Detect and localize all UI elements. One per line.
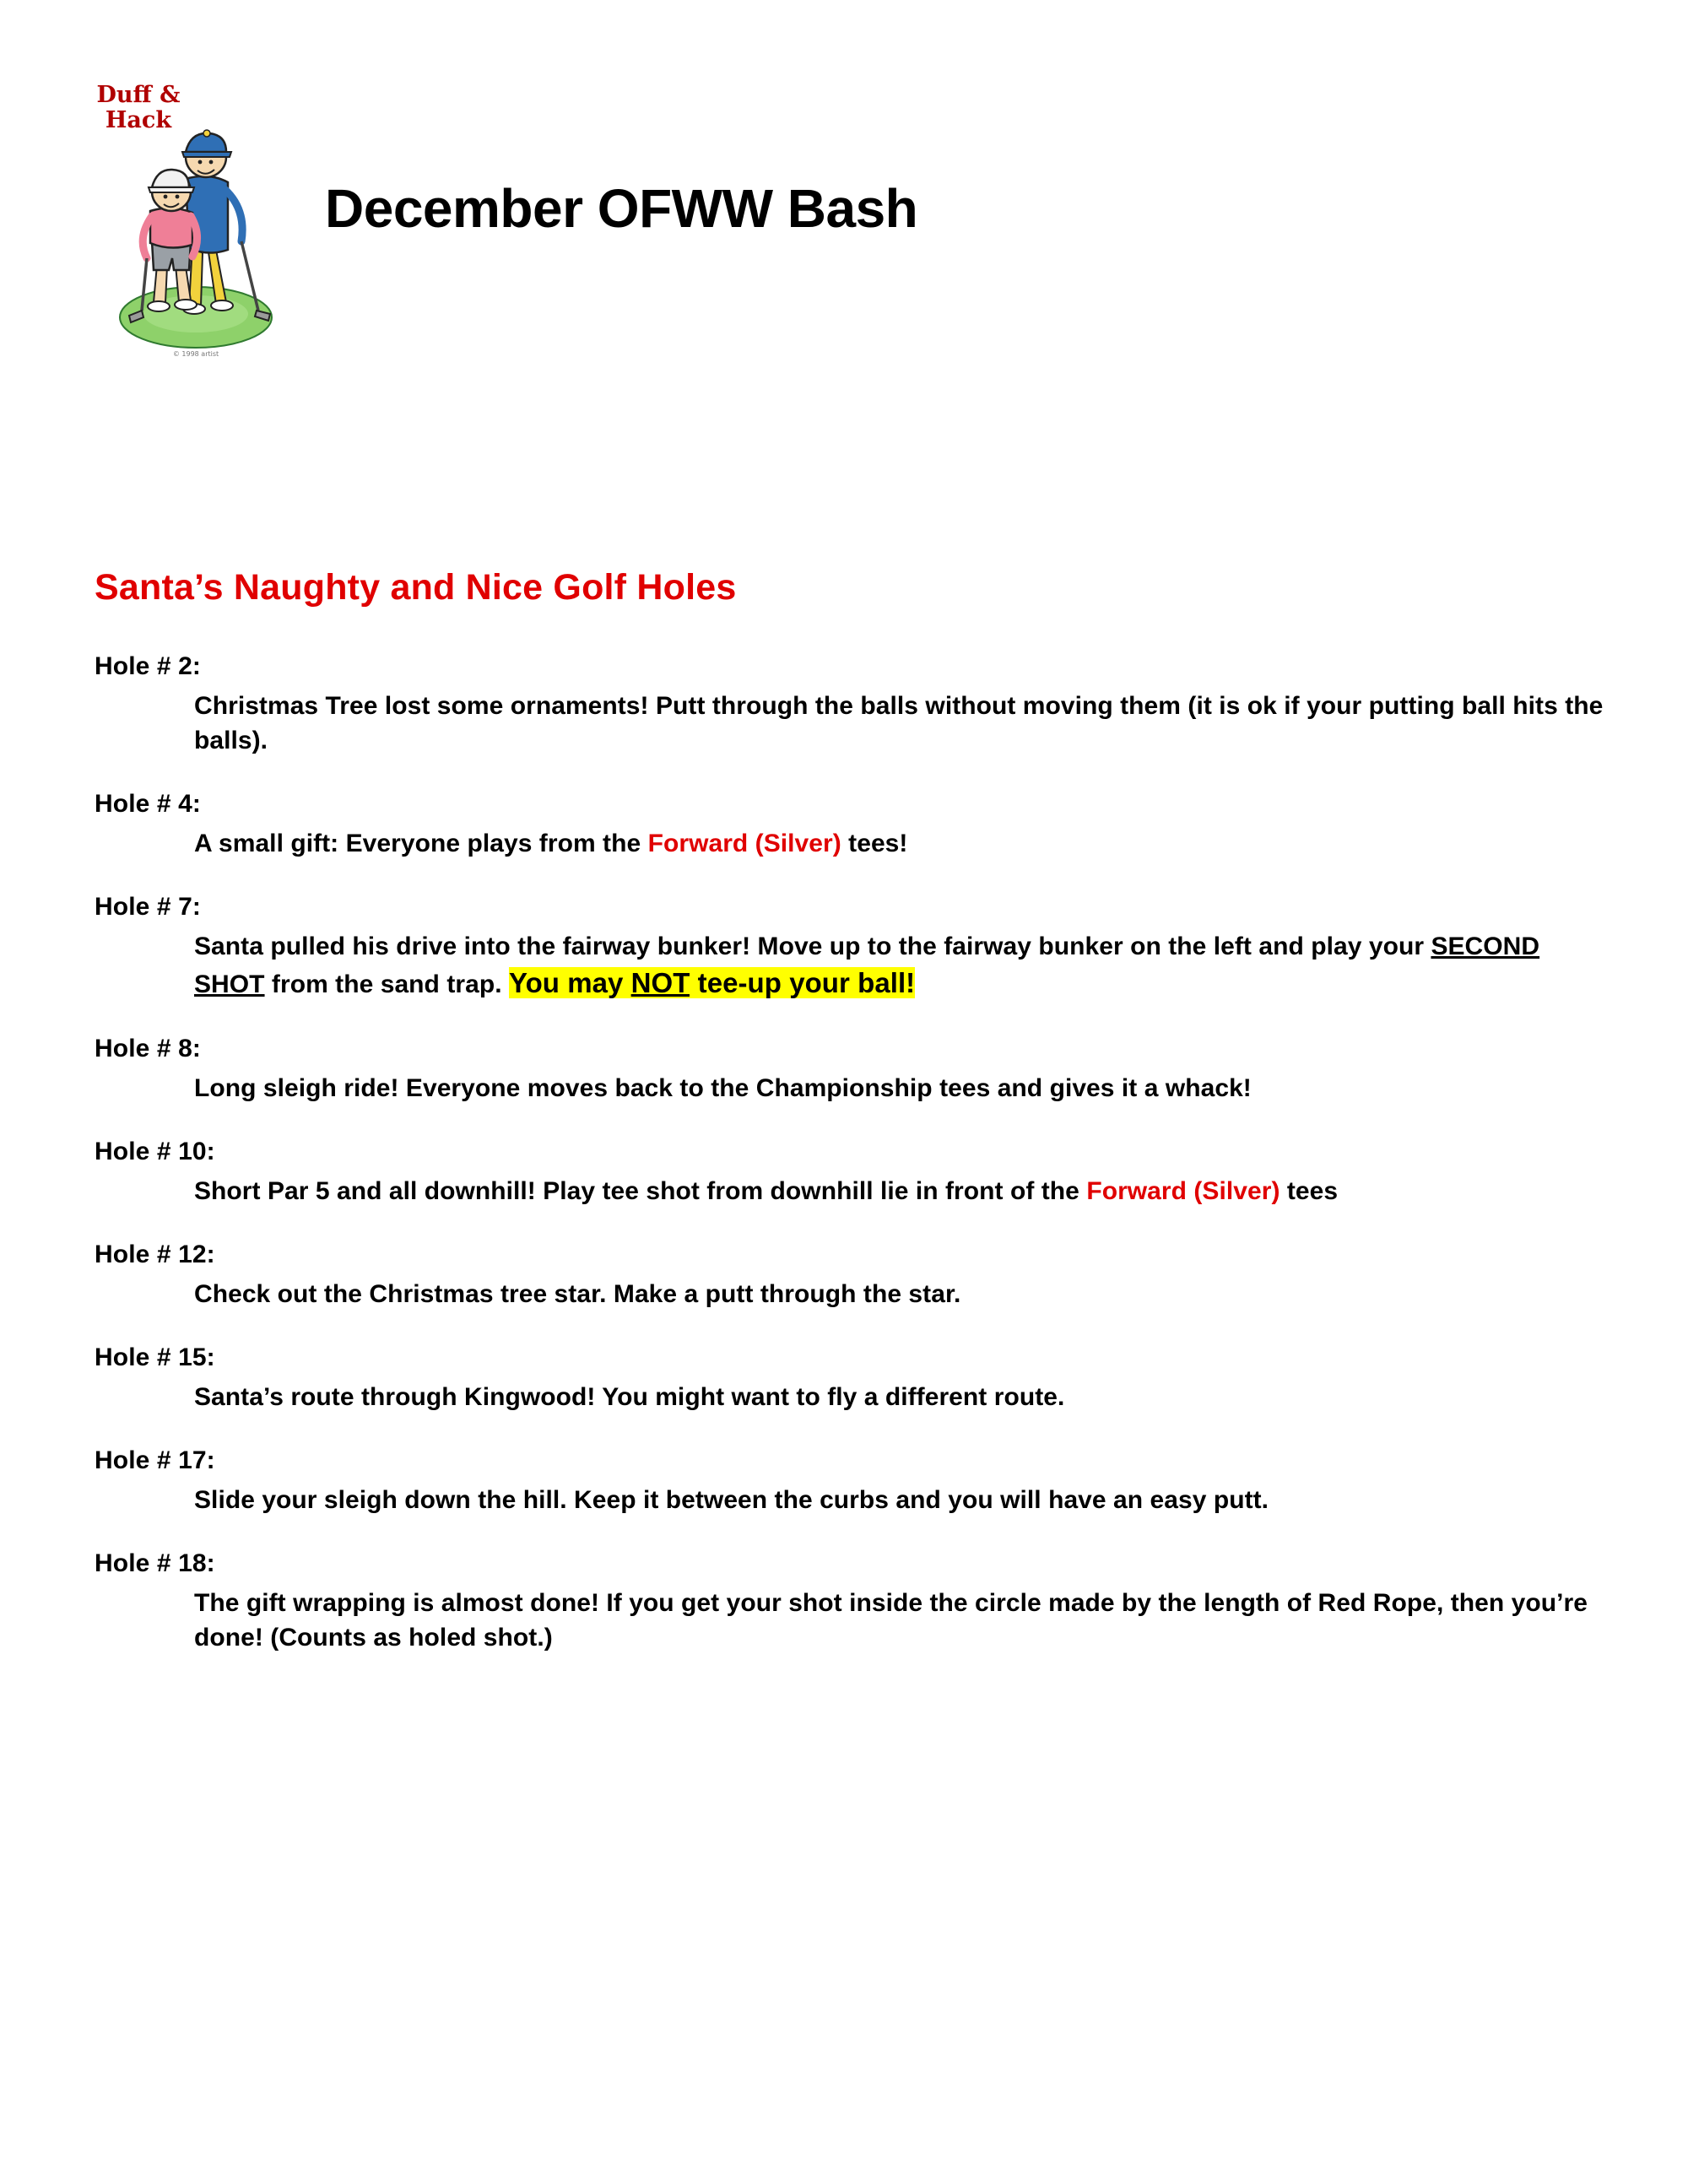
hole-entry bbox=[95, 790, 1614, 861]
holes-list bbox=[95, 652, 1614, 1655]
hole-entry bbox=[95, 1035, 1614, 1106]
tee-color-emphasis: Forward (Silver) bbox=[1086, 1176, 1280, 1205]
hole-text-run: Check out the Christmas tree star. Make a putt through the star. bbox=[194, 1279, 961, 1308]
hole-entry bbox=[95, 1549, 1614, 1655]
hole-label: Hole # 15: bbox=[95, 1343, 215, 1371]
hole-description bbox=[194, 1071, 1612, 1106]
tee-color-emphasis: Forward (Silver) bbox=[647, 830, 841, 858]
hole-text-run: tees bbox=[1280, 1176, 1339, 1205]
hole-description bbox=[194, 1380, 1612, 1414]
hole-label: Hole # 7: bbox=[95, 893, 201, 922]
hole-description bbox=[194, 689, 1612, 758]
hole-text-run: The gift wrapping is almost done! If you get your shot inside the circle made by the length of Red Rope, then you’re done! (Counts as holed shot.) bbox=[194, 1589, 1588, 1652]
highlighted-underlined-note: NOT bbox=[630, 967, 690, 999]
page-title: December OFWW Bash bbox=[325, 178, 918, 239]
hole-text-run: Short Par 5 and all downhill! Play tee shot from downhill lie in front of the bbox=[194, 1176, 1087, 1205]
hole-description bbox=[194, 1277, 1612, 1311]
hole-entry bbox=[95, 1241, 1614, 1311]
hole-description bbox=[194, 1586, 1612, 1655]
hole-text-run: tees! bbox=[841, 830, 908, 858]
hole-entry bbox=[95, 1343, 1614, 1414]
hole-text-run: from the sand trap. bbox=[264, 970, 509, 999]
underlined-emphasis: SECOND SHOT bbox=[194, 933, 1540, 999]
highlighted-note: tee-up your ball! bbox=[690, 967, 916, 999]
hole-label: Hole # 4: bbox=[95, 790, 201, 819]
logo-caption: Duff & Hack bbox=[96, 82, 181, 134]
hole-description bbox=[194, 929, 1612, 1002]
hole-entry bbox=[95, 1138, 1614, 1208]
section-title: Santa’s Naughty and Nice Golf Holes bbox=[95, 567, 737, 608]
hole-label: Hole # 8: bbox=[95, 1034, 201, 1062]
golfers-cartoon-logo-icon bbox=[101, 84, 287, 371]
hole-label: Hole # 2: bbox=[95, 652, 201, 680]
logo-block bbox=[51, 76, 245, 380]
hole-label: Hole # 18: bbox=[95, 1549, 215, 1578]
hole-label: Hole # 12: bbox=[95, 1240, 215, 1268]
document-body bbox=[95, 567, 1614, 1687]
hole-text-run: Slide your sleigh down the hill. Keep it between the curbs and you will have an easy putt. bbox=[194, 1485, 1269, 1514]
document-header bbox=[51, 76, 917, 380]
hole-text-run: Christmas Tree lost some ornaments! Putt through the balls without moving them (it is ok if your putting ball hits the balls). bbox=[194, 692, 1604, 755]
hole-entry bbox=[95, 652, 1614, 758]
hole-entry bbox=[95, 1446, 1614, 1517]
hole-label: Hole # 17: bbox=[95, 1446, 215, 1474]
hole-description bbox=[194, 826, 1612, 861]
hole-entry bbox=[95, 893, 1614, 1002]
hole-text-run: A small gift: Everyone plays from the bbox=[194, 830, 648, 858]
hole-text-run: Santa pulled his drive into the fairway bunker! Move up to the fairway bunker on the left and play your bbox=[194, 933, 1431, 961]
hole-label: Hole # 10: bbox=[95, 1137, 215, 1165]
hole-text-run: Santa’s route through Kingwood! You might want to fly a different route. bbox=[194, 1382, 1065, 1411]
hole-text-run: Long sleigh ride! Everyone moves back to the Championship tees and gives it a whack! bbox=[194, 1073, 1252, 1102]
highlighted-note: You may bbox=[508, 967, 631, 999]
hole-description bbox=[194, 1483, 1612, 1517]
svg-text:© 1998 artist: © 1998 artist bbox=[172, 350, 219, 358]
hole-description bbox=[194, 1174, 1612, 1208]
